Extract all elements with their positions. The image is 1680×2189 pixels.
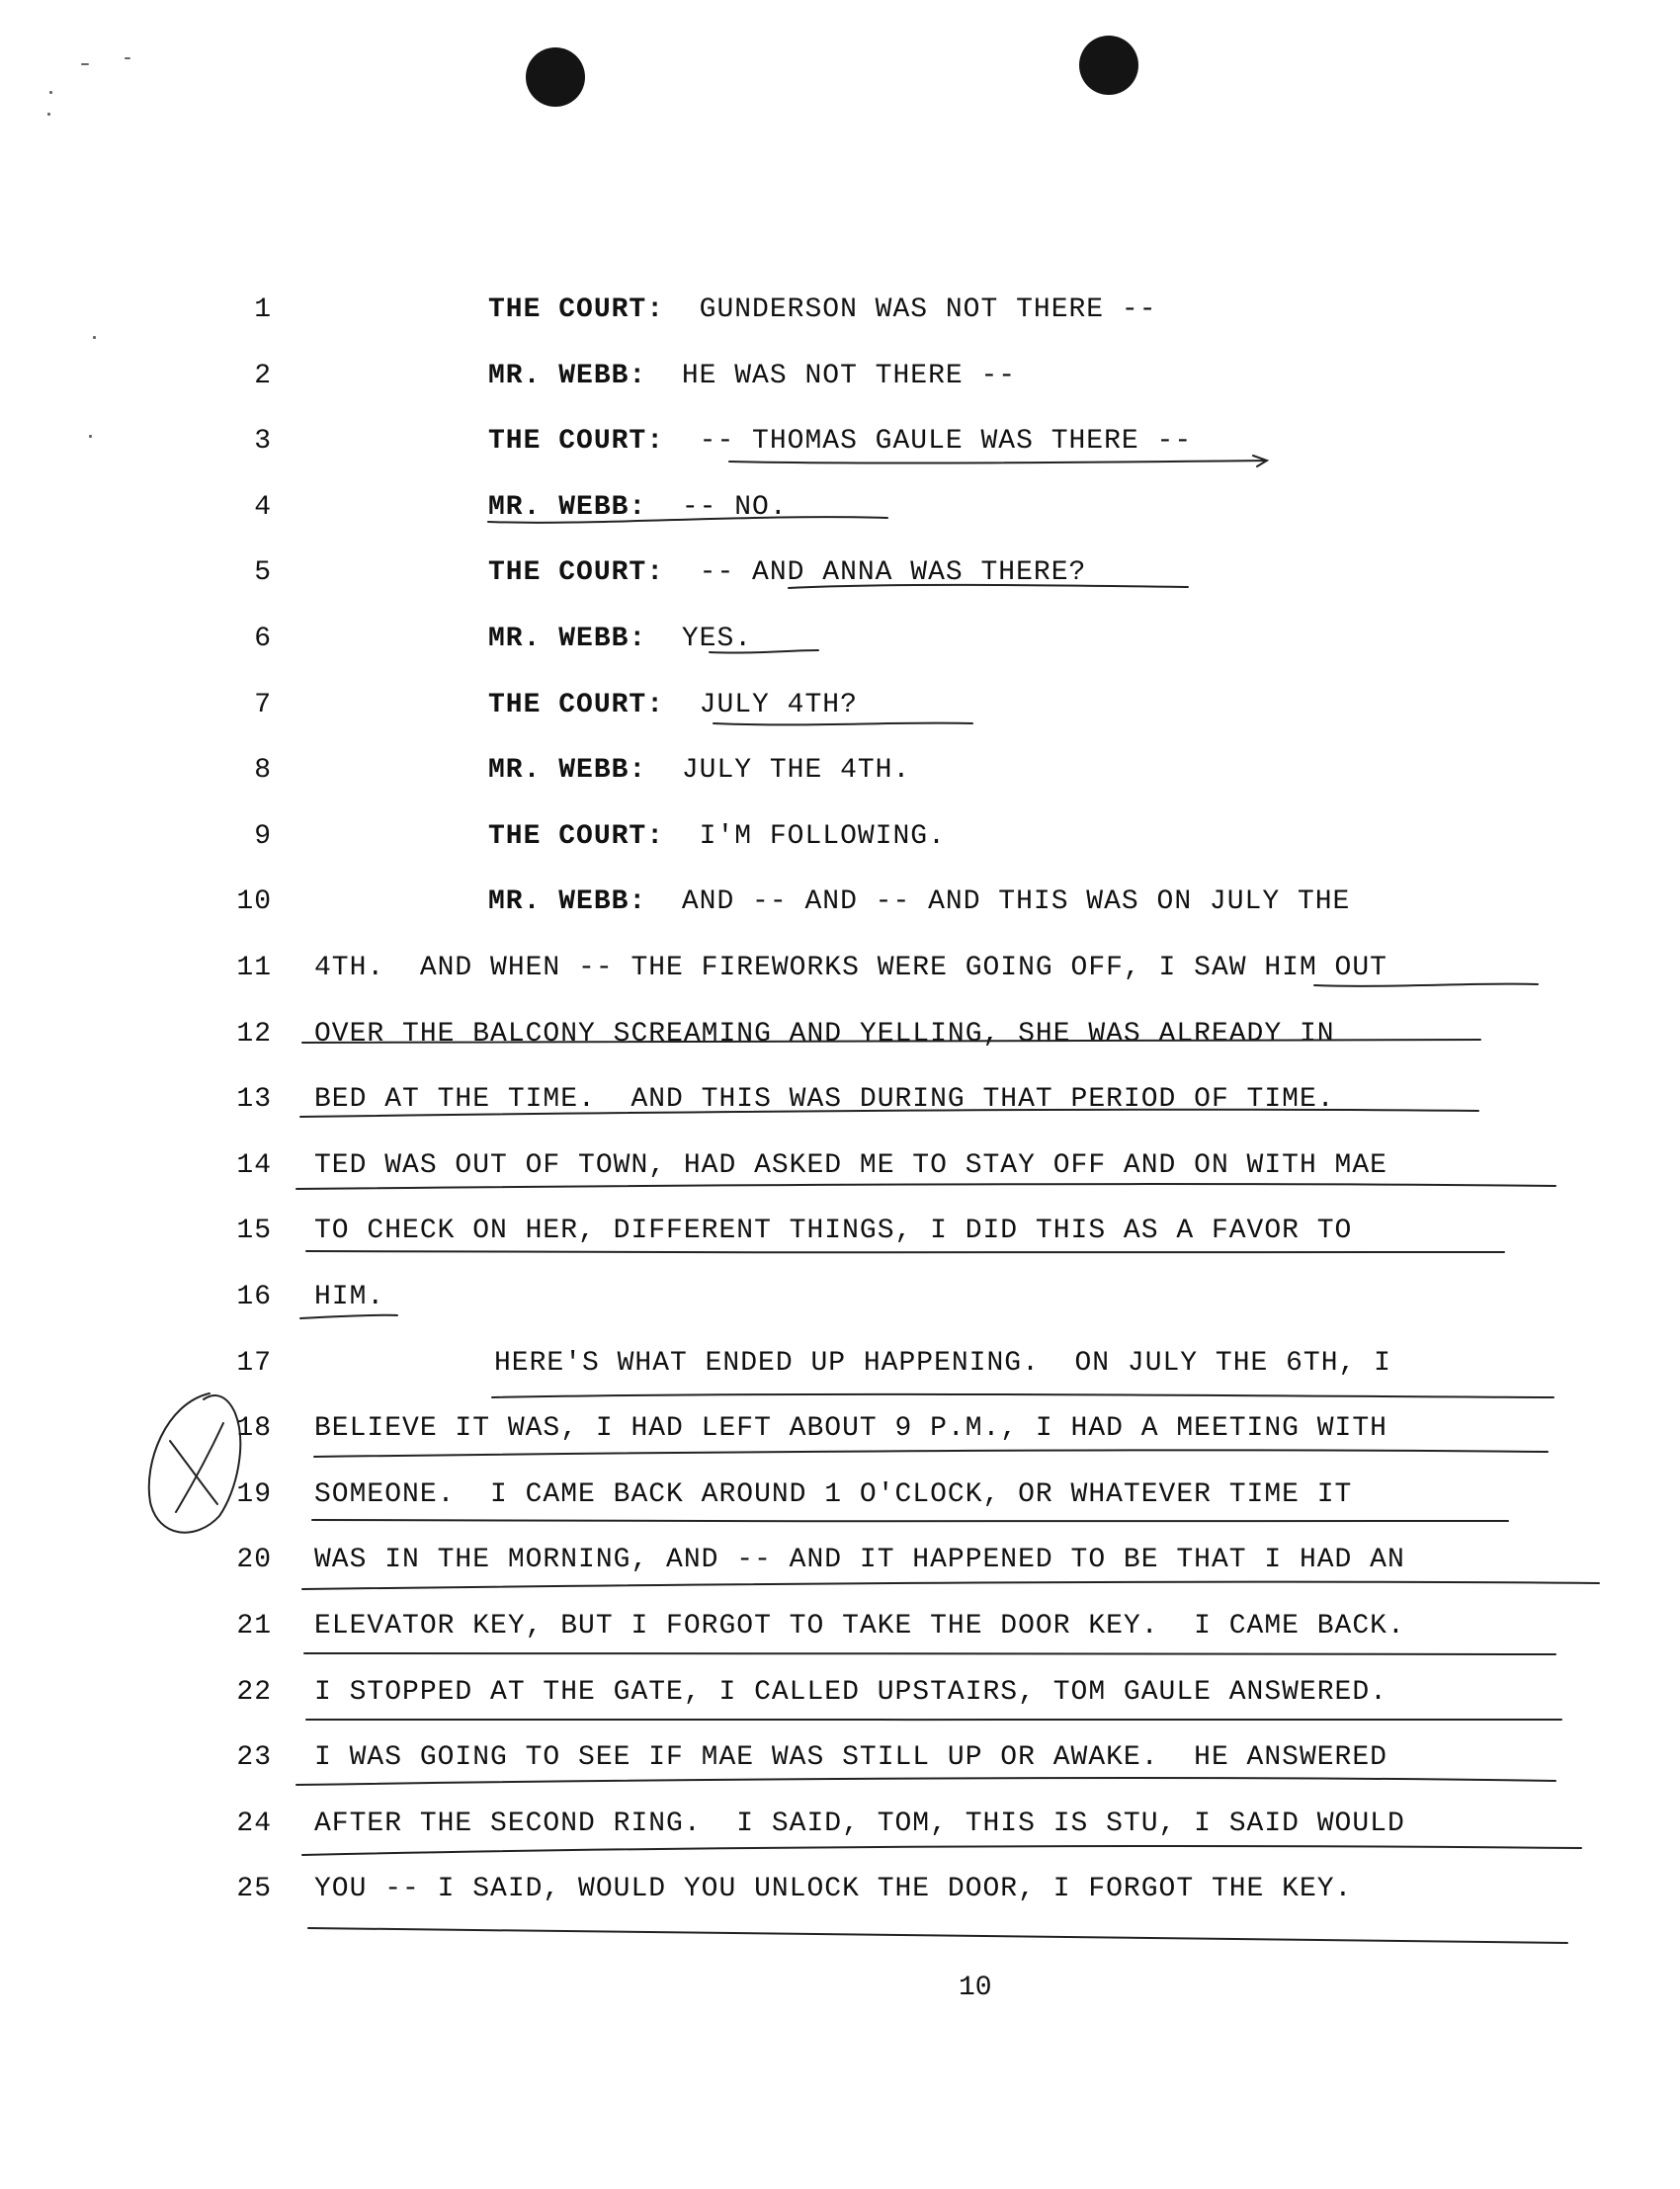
transcript-line <box>488 363 1016 390</box>
transcript-line <box>488 757 910 785</box>
transcript-line <box>314 955 1387 982</box>
underline-7 <box>714 723 972 725</box>
line-number: 2 <box>254 361 272 391</box>
transcript-line <box>314 1415 1387 1443</box>
line-text: 4TH. AND WHEN -- THE FIREWORKS WERE GOING OFF, I SAW HIM OUT <box>314 953 1387 983</box>
underline-24 <box>302 1846 1581 1855</box>
page-number: 10 <box>959 1973 992 2003</box>
transcript-line <box>488 296 1157 324</box>
speaker-label: MR. WEBB: <box>488 755 647 786</box>
underline-16 <box>300 1315 397 1318</box>
underline-3 <box>729 456 1267 466</box>
underline-14 <box>296 1184 1555 1189</box>
line-text: WAS IN THE MORNING, AND -- AND IT HAPPENED TO BE THAT I HAD AN <box>314 1545 1405 1575</box>
speaker-label: MR. WEBB: <box>488 492 647 523</box>
line-text: YES. <box>681 624 753 654</box>
transcript-line <box>488 428 1192 456</box>
transcript-line <box>488 888 1350 916</box>
line-number: 21 <box>236 1611 272 1642</box>
speaker-label: MR. WEBB: <box>488 361 647 391</box>
transcript-line <box>488 626 752 653</box>
transcript-line <box>314 1547 1405 1574</box>
line-number: 19 <box>236 1479 272 1510</box>
underline-21 <box>304 1653 1555 1654</box>
line-number: 22 <box>236 1677 272 1708</box>
line-text: YOU -- I SAID, WOULD YOU UNLOCK THE DOOR, I FORGOT THE KEY. <box>314 1874 1353 1904</box>
line-text: JULY 4TH? <box>699 690 858 720</box>
speaker-label: THE COURT: <box>488 557 665 588</box>
line-number: 8 <box>254 755 272 786</box>
line-number: 7 <box>254 690 272 720</box>
underline-18 <box>314 1450 1548 1457</box>
transcript-line <box>314 1218 1352 1245</box>
transcript-line <box>488 823 946 851</box>
line-text: -- THOMAS GAULE WAS THERE -- <box>699 426 1193 457</box>
punch-hole-left <box>526 47 585 107</box>
transcript-line <box>314 1086 1335 1114</box>
line-text: -- AND ANNA WAS THERE? <box>699 557 1087 588</box>
line-number: 6 <box>254 624 272 654</box>
line-text: BED AT THE TIME. AND THIS WAS DURING THAT PERIOD OF TIME. <box>314 1084 1335 1115</box>
line-number: 1 <box>254 295 272 325</box>
line-number: 11 <box>236 953 272 983</box>
line-number: 17 <box>236 1348 272 1379</box>
speaker-label: MR. WEBB: <box>488 886 647 917</box>
line-text: HERE'S WHAT ENDED UP HAPPENING. ON JULY THE 6TH, I <box>494 1348 1391 1379</box>
underline-11 <box>1314 984 1538 986</box>
line-number: 9 <box>254 821 272 852</box>
line-text: I WAS GOING TO SEE IF MAE WAS STILL UP OR AWAKE. HE ANSWERED <box>314 1742 1387 1773</box>
transcript-line <box>314 1744 1387 1772</box>
line-number: 3 <box>254 426 272 457</box>
line-text: JULY THE 4TH. <box>681 755 911 786</box>
transcript-line <box>488 559 1086 587</box>
line-text: OVER THE BALCONY SCREAMING AND YELLING, SHE WAS ALREADY IN <box>314 1019 1335 1050</box>
transcript-line <box>314 1481 1352 1509</box>
line-number: 18 <box>236 1413 272 1444</box>
line-number: 23 <box>236 1742 272 1773</box>
line-number: 25 <box>236 1874 272 1904</box>
transcript-line <box>494 1350 1391 1378</box>
line-text: HIM. <box>314 1282 385 1312</box>
line-number: 10 <box>236 886 272 917</box>
line-number: 13 <box>236 1084 272 1115</box>
line-text: -- NO. <box>681 492 788 523</box>
line-text: I'M FOLLOWING. <box>699 821 946 852</box>
line-number: 16 <box>236 1282 272 1312</box>
transcript-line <box>314 1679 1387 1707</box>
line-number: 5 <box>254 557 272 588</box>
line-text: TED WAS OUT OF TOWN, HAD ASKED ME TO STAY OFF AND ON WITH MAE <box>314 1150 1387 1181</box>
transcript-line <box>488 692 858 719</box>
transcript-line <box>314 1876 1352 1903</box>
underline-22 <box>306 1719 1561 1720</box>
punch-hole-right <box>1079 36 1138 95</box>
line-text: AND -- AND -- AND THIS WAS ON JULY THE <box>681 886 1351 917</box>
transcript-line <box>314 1613 1405 1641</box>
line-text: BELIEVE IT WAS, I HAD LEFT ABOUT 9 P.M., I HAD A MEETING WITH <box>314 1413 1387 1444</box>
speaker-label: THE COURT: <box>488 690 665 720</box>
transcript-line <box>314 1284 384 1311</box>
line-text: AFTER THE SECOND RING. I SAID, TOM, THIS IS STU, I SAID WOULD <box>314 1809 1405 1839</box>
line-number: 4 <box>254 492 272 523</box>
line-number: 24 <box>236 1809 272 1839</box>
line-number: 20 <box>236 1545 272 1575</box>
line-text: GUNDERSON WAS NOT THERE -- <box>699 295 1157 325</box>
speaker-label: THE COURT: <box>488 821 665 852</box>
line-text: I STOPPED AT THE GATE, I CALLED UPSTAIRS, TOM GAULE ANSWERED. <box>314 1677 1387 1708</box>
transcript-line <box>314 1810 1405 1838</box>
line-number: 15 <box>236 1216 272 1246</box>
line-text: ELEVATOR KEY, BUT I FORGOT TO TAKE THE DOOR KEY. I CAME BACK. <box>314 1611 1405 1642</box>
line-number: 12 <box>236 1019 272 1050</box>
underline-15 <box>306 1251 1504 1252</box>
underline-19 <box>312 1520 1508 1521</box>
speaker-label: THE COURT: <box>488 426 665 457</box>
line-number: 14 <box>236 1150 272 1181</box>
transcript-line <box>314 1021 1335 1049</box>
underline-25 <box>308 1928 1567 1943</box>
transcript-line <box>488 494 788 522</box>
line-text: TO CHECK ON HER, DIFFERENT THINGS, I DID THIS AS A FAVOR TO <box>314 1216 1353 1246</box>
speaker-label: THE COURT: <box>488 295 665 325</box>
underline-17 <box>492 1394 1554 1397</box>
speaker-label: MR. WEBB: <box>488 624 647 654</box>
underline-23 <box>296 1778 1555 1785</box>
underline-20 <box>302 1582 1599 1589</box>
line-text: HE WAS NOT THERE -- <box>681 361 1017 391</box>
line-text: SOMEONE. I CAME BACK AROUND 1 O'CLOCK, OR WHATEVER TIME IT <box>314 1479 1353 1510</box>
transcript-line <box>314 1152 1387 1180</box>
